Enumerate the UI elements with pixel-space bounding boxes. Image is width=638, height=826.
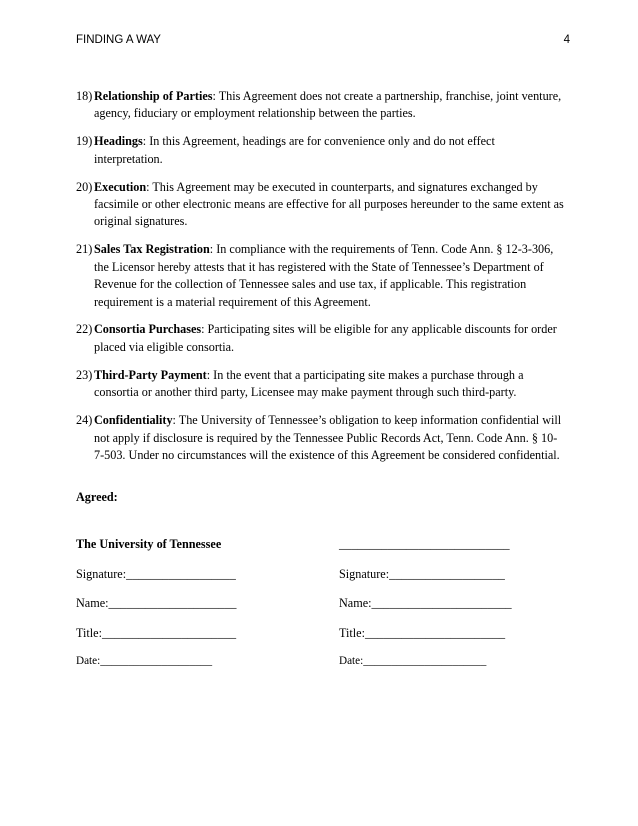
clause-term: Relationship of Parties: [94, 89, 213, 103]
clause-number: 18): [76, 89, 93, 103]
title-line-left: Title:______________________: [76, 625, 237, 640]
clause-text: : The University of Tennessee’s obligation to keep information confidential will not apply if disclosure is required by the Tennessee Public Records Act, Tenn. Code Ann. § 10-7-503. Under no circumstances will the existence of this Agreement be considered confidential.: [94, 413, 562, 462]
signature-row-party: [76, 537, 566, 567]
clause-text: : In the event that a participating site makes a purchase through a consortia or another third party, Licensee may make payment through such third-party.: [94, 367, 524, 400]
signature-row-signature: [76, 567, 566, 597]
clause-number: 24): [76, 413, 93, 428]
clause-22: [76, 321, 566, 356]
title-line-right: Title:_______________________: [339, 625, 506, 640]
clause-list: [76, 88, 566, 475]
clause-text: : This Agreement does not create a partnership, franchise, joint venture, agency, fiduciary or employment relationship between the parties.: [94, 89, 562, 121]
clause-20: [76, 179, 566, 231]
page-number: 4: [563, 34, 570, 46]
clause-number: 20): [76, 179, 93, 194]
header-title: FINDING A WAY: [76, 34, 161, 46]
signature-row-title: [76, 626, 566, 656]
signature-row-name: [76, 596, 566, 626]
clause-term: Confidentiality: [94, 413, 173, 428]
signature-row-date: [76, 655, 566, 685]
page-header: [76, 34, 570, 46]
clause-19: [76, 133, 566, 168]
signature-block: [76, 537, 566, 685]
party-name: The University of Tennessee: [76, 537, 222, 551]
clause-text: : In compliance with the requirements of Tenn. Code Ann. § 12-3-306, the Licensor hereby attests that it has registered with the State of Tennessee’s Department of Revenue for the collection of Tennessee sales and use tax, if applicable. This registration requirement is a material requirement of this Agreement.: [94, 242, 554, 309]
clause-term: Headings: [94, 134, 143, 149]
clause-term: Consortia Purchases: [94, 322, 202, 337]
clause-text: : Participating sites will be eligible for any applicable discounts for order placed via eligible consortia.: [94, 322, 557, 354]
date-line-left: Date:____________________: [76, 655, 213, 667]
clause-number: 19): [76, 134, 93, 149]
clause-text: : In this Agreement, headings are for convenience only and do not effect interpretation.: [94, 134, 495, 166]
clause-number: 23): [76, 367, 93, 382]
signature-line-left: Signature:__________________: [76, 566, 236, 581]
clause-term: Third-Party Payment: [94, 367, 207, 382]
name-line-right: Name:_______________________: [339, 596, 512, 610]
clause-number: 22): [76, 322, 93, 337]
name-line-left: Name:_____________________: [76, 596, 237, 610]
clause-term: Execution: [94, 179, 147, 194]
clause-24: [76, 412, 566, 464]
clause-number: 21): [76, 242, 93, 257]
party-name-line: ____________________________: [339, 537, 510, 551]
clause-21: [76, 241, 566, 311]
clause-term: Sales Tax Registration: [94, 242, 210, 257]
agreed-label: Agreed:: [76, 490, 118, 504]
clause-text: : This Agreement may be executed in counterparts, and signatures exchanged by facsimile or other electronic means are effective for all purposes hereunder to the same extent as original signatures.: [94, 179, 564, 229]
signature-line-right: Signature:___________________: [339, 566, 505, 581]
clause-18: [76, 88, 566, 123]
date-line-right: Date:______________________: [339, 655, 487, 667]
clause-23: [76, 367, 566, 402]
